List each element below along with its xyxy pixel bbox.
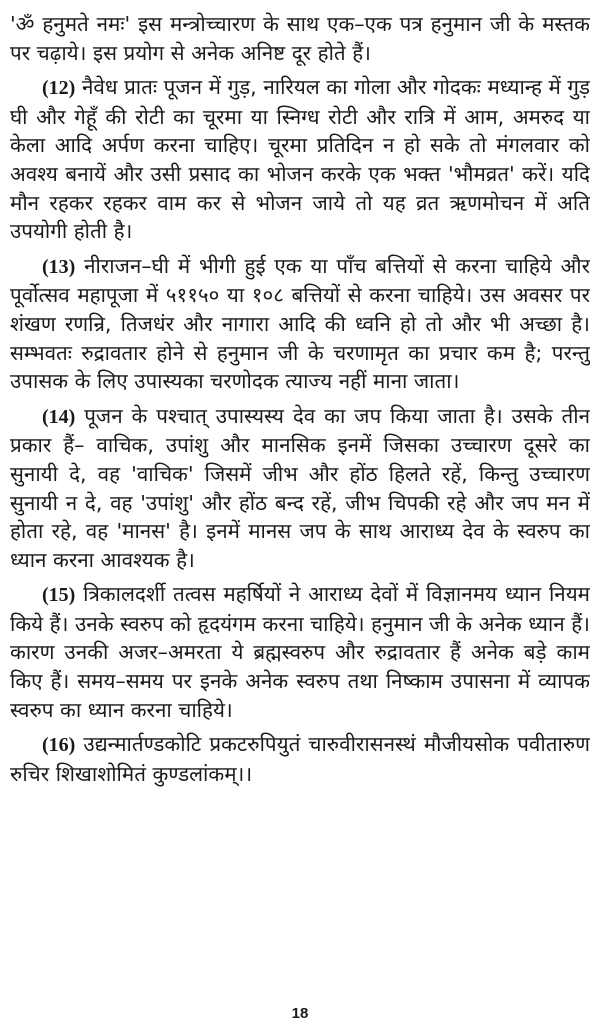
- paragraph-text: 'ॐ हनुमते नमः' इस मन्त्रोच्चारण के साथ एक–एक पत्र हनुमान जी के मस्तक पर चढ़ाये। इस प्रयोग से अनेक अनिष्ट दूर होते हैं।: [10, 12, 590, 65]
- paragraph-intro: [10, 10, 590, 67]
- paragraph-12: [10, 73, 590, 246]
- paragraph-15: [10, 580, 590, 724]
- page-number: 18: [291, 1005, 309, 1022]
- paragraph-number: (16): [42, 734, 76, 757]
- paragraph-text: त्रिकालदर्शी तत्वस महर्षियों ने आराध्य देवों में विज्ञानमय ध्यान नियम किये हैं। उनके स्वरुप को हृदयंगम करना चाहिये। हनुमान जी के अनेक ध्यान हैं। कारण उनकी अजर–अमरता ये ब्रह्मस्वरुप और रुद्रावतार हैं अनेक बड़े काम किए हैं। समय–समय पर इनके अनेक स्वरुप तथा निष्काम उपासना में व्यापक स्वरुप का ध्यान करना चाहिये।: [10, 582, 590, 722]
- paragraph-text: पूजन के पश्चात् उपास्यस्य देव का जप किया जाता है। उसके तीन प्रकार हैं– वाचिक, उपांशु और मानसिक इनमें जिसका उच्चारण दूसरे का सुनायी दे, वह 'वाचिक' जिसमें जीभ और होंठ हिलते रहें, किन्तु उच्चारण सुनायी न दे, वह 'उपांशु' और होंठ बन्द रहें, जीभ चिपकी रहे और जप मन में होता रहे, वह 'मानस' है। इनमें मानस जप के साथ आराध्य देव के स्वरुप का ध्यान करना आवश्यक है।: [10, 403, 590, 572]
- paragraph-14: [10, 402, 590, 575]
- paragraph-number: (12): [42, 77, 76, 100]
- paragraph-13: [10, 252, 590, 396]
- paragraph-number: (13): [42, 255, 76, 278]
- paragraph-text: नैवेध प्रातः पूजन में गुड़, नारियल का गोला और गोदकः मध्यान्ह में गुड़ घी और गेहूँ की रोटी का चूरमा या स्निग्ध रोटी और रात्रि में आम, अमरुद या केला आदि अर्पण करना चाहिए। चूरमा प्रतिदिन न हो सके तो मंगलवार को अवश्य बनायें और उसी प्रसाद का भोजन करके एक भक्त 'भौमव्रत' करें। यदि मौन रहकर रहकर वाम कर से भोजन जाये तो यह व्रत ऋणमोचन में अति उपयोगी होती है।: [10, 75, 590, 244]
- book-page: [10, 10, 590, 1026]
- paragraph-number: (14): [42, 405, 76, 428]
- paragraph-text: उद्यन्मार्तण्डकोटि प्रकटरुपियुतं चारुवीरासनस्थं मौजीयसोक पवीतारुण रुचिर शिखाशोमितं कुण्डलांकम्।।: [10, 732, 590, 786]
- paragraph-text: नीराजन–घी में भीगी हुई एक या पाँच बत्तियों से करना चाहिये और पूर्वोत्सव महापूजा में ५११५० या १०८ बत्तियों से करना चाहिये। उस अवसर पर शंखण रणन्रि, तिजधंर और नागारा आदि की ध्वनि हो तो और भी अच्छा है। सम्भवतः रुद्रावतार होने से हनुमान जी के चरणामृत का प्रचार कम है; परन्तु उपासक के लिए उपास्यका चरणोदक त्याज्य नहीं माना जाता।: [10, 253, 590, 394]
- paragraph-16: [10, 730, 590, 788]
- paragraph-number: (15): [42, 584, 76, 607]
